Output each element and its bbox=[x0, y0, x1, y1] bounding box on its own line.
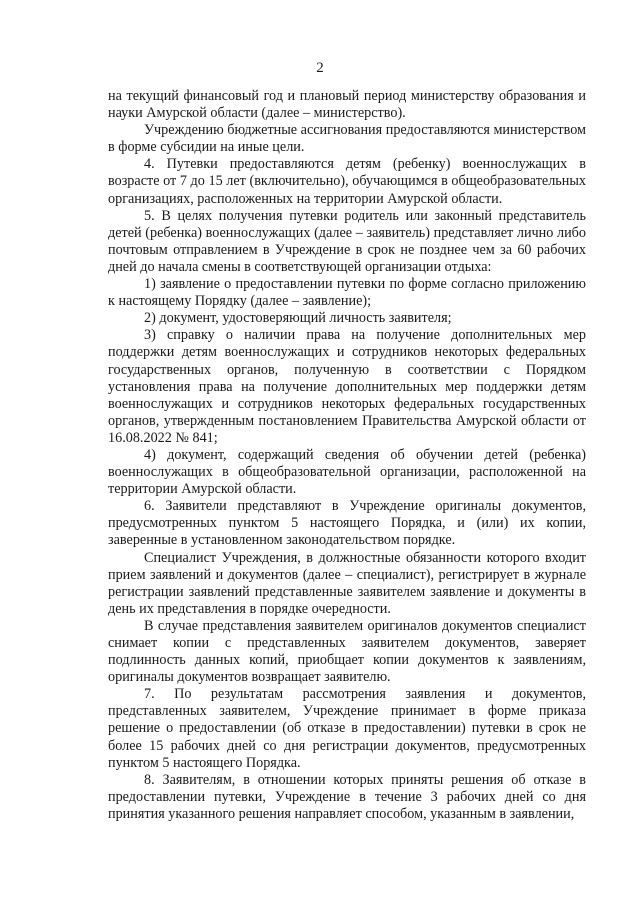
paragraph-item-8: 8. Заявителям, в отношении которых приняты решения об отказе в предоставлении путевки, Учреждение в течение 3 рабочих дней со дня принятия указанного решения направляет способом, указанным в заявлении, bbox=[108, 771, 586, 822]
subitem-4: 4) документ, содержащий сведения об обучении детей (ребенка) военнослужащих в общеобразовательной организации, расположенной на территории Амурской области. bbox=[108, 446, 586, 498]
paragraph-item-4: 4. Путевки предоставляются детям (ребенку) военнослужащих в возрасте от 7 до 15 лет (включительно), обучающимся в общеобразовательных организациях, расположенных на территории Амурской области. bbox=[108, 156, 586, 207]
paragraph: Учреждению бюджетные ассигнования предоставляются министерством в форме субсидии на иные цели. bbox=[108, 122, 586, 156]
paragraph-continuation: на текущий финансовый год и плановый период министерству образования и науки Амурской области (далее – министерство). bbox=[108, 88, 586, 122]
subitem-1: 1) заявление о предоставлении путевки по форме согласно приложению к настоящему Порядку (далее – заявление); bbox=[108, 276, 586, 310]
page-number: 2 bbox=[316, 60, 324, 76]
paragraph-item-7: 7. По результатам рассмотрения заявления и документов, представленных заявителем, Учреждение принимает в форме приказа решение о предоставлении (об отказе в предоставлении) путевки в срок не более 15 рабочих дней со дня регистрации документов, предусмотренных пунктом 5 настоящего Порядка. bbox=[108, 686, 586, 771]
subitem-3: 3) справку о наличии права на получение дополнительных мер поддержки детям военнослужащих и сотрудников некоторых федеральных государственных органов, полученную в соответствии с Порядком установления права на получение дополнительных мер поддержки детям военнослужащих и сотрудников некоторых федеральных государственных органов, утвержденным постановлением Правительства Амурской области от 16.08.2022 № 841; bbox=[108, 327, 586, 446]
document-body bbox=[108, 88, 586, 823]
paragraph: В случае представления заявителем оригиналов документов специалист снимает копии с представленных заявителем документов, заверяет подлинность данных копий, приобщает копии документов к заявлениям, оригиналы документов возвращает заявителю. bbox=[108, 617, 586, 686]
paragraph: Специалист Учреждения, в должностные обязанности которого входит прием заявлений и документов (далее – специалист), регистрирует в журнале регистрации заявлений представленные заявителем заявление и документы в день их представления в порядке очередности. bbox=[108, 549, 586, 617]
paragraph-item-5: 5. В целях получения путевки родитель или законный представитель детей (ребенка) военнослужащих (далее – заявитель) представляет лично либо почтовым отправлением в Учреждение в срок не позднее чем за 60 рабочих дней до начала смены в соответствующей организации отдыха: bbox=[108, 207, 586, 275]
subitem-2: 2) документ, удостоверяющий личность заявителя; bbox=[144, 310, 452, 327]
paragraph-item-6: 6. Заявители представляют в Учреждение оригиналы документов, предусмотренных пунктом 5 настоящего Порядка, и (или) их копии, заверенные в установленном законодательством порядке. bbox=[108, 498, 586, 549]
